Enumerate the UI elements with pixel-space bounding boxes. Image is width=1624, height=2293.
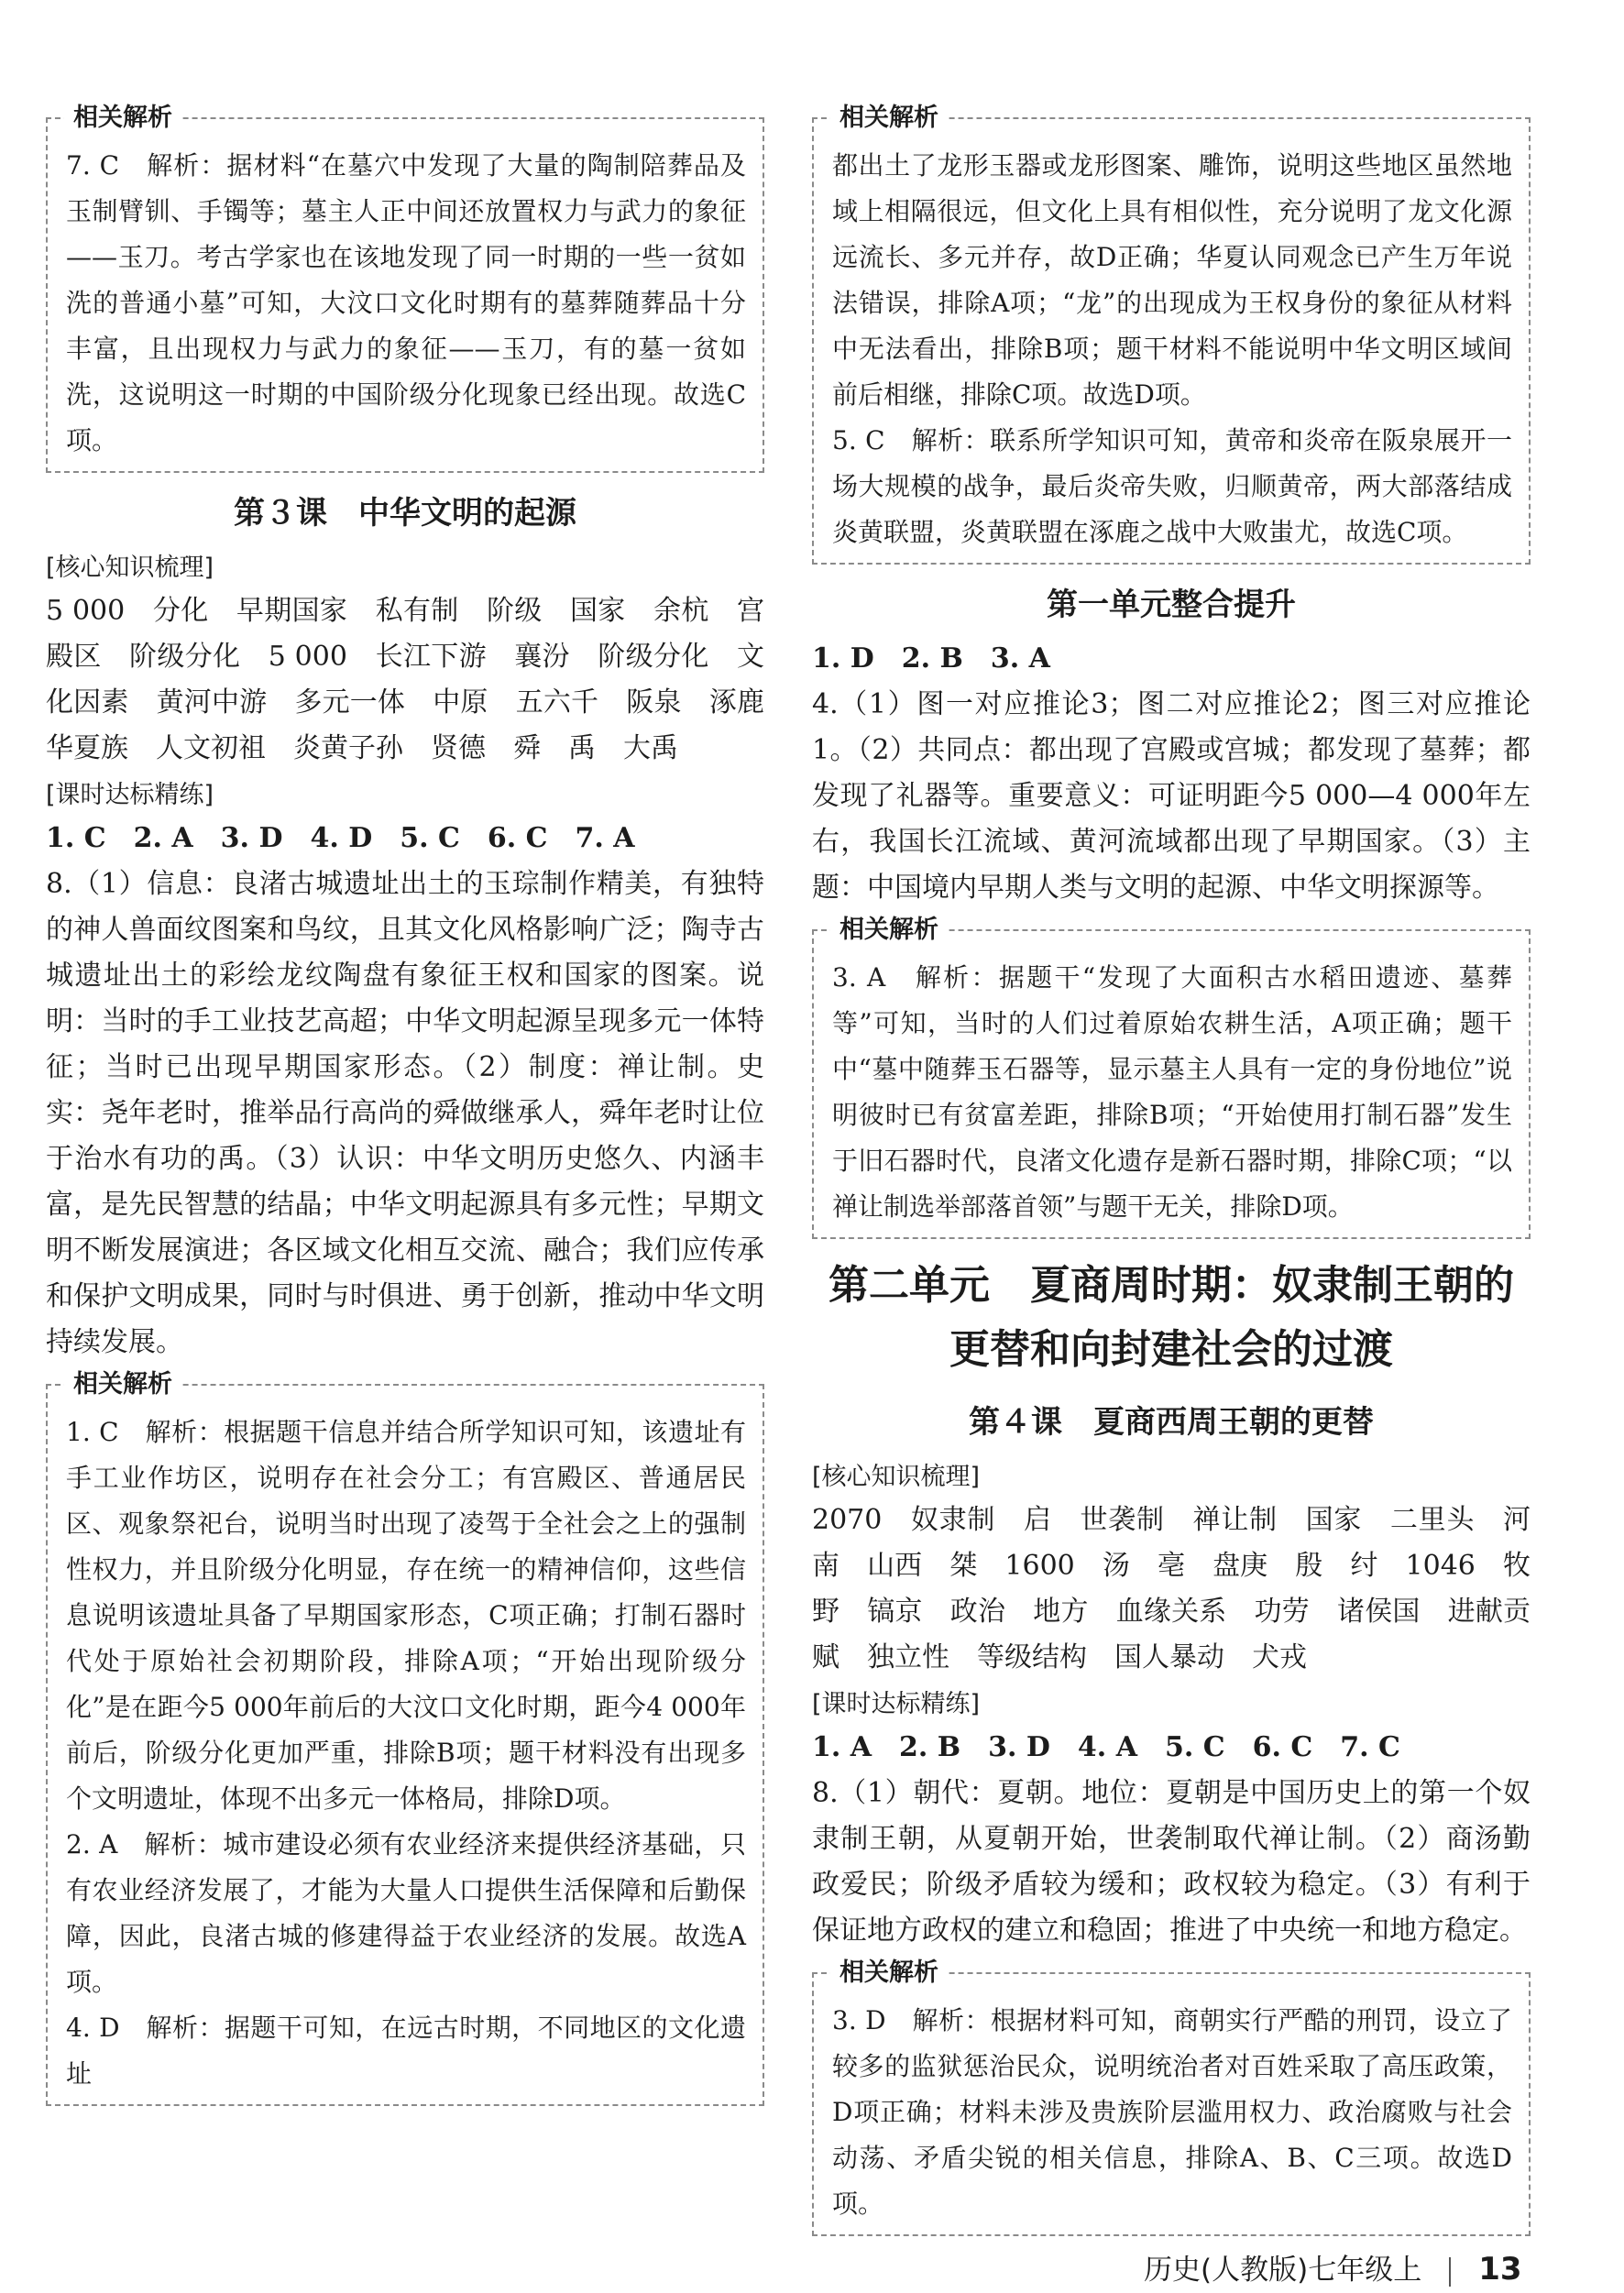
question-8-answer: 8.（1）朝代：夏朝。地位：夏朝是中国历史上的第一个奴隶制王朝，从夏朝开始，世袭制取代禅让制。（2）商汤勤政爱民；阶级矛盾较为缓和；政权较为稳定。（3）有利于保证地方政权的建立和稳固；推进了中央统一和地方稳定。 bbox=[812, 1777, 1531, 1947]
analysis-box-right-2 bbox=[812, 916, 1531, 1239]
unit-answer-list: 1. D 2. B 3. A bbox=[812, 642, 1050, 675]
unit-1-review-title: 第一单元整合提升 bbox=[1047, 587, 1296, 623]
core-knowledge-label: [核心知识梳理] bbox=[46, 554, 214, 582]
analysis-paragraph: 2. A 解析：城市建设必须有农业经济来提供经济基础，只有农业经济发展了，才能为大量人口提供生活保障和后勤保障，因此，良渚古城的修建得益于农业经济的发展。故选A项。 bbox=[66, 1829, 746, 1997]
analysis-paragraph: 3. D 解析：根据材料可知，商朝实行严酷的刑罚，设立了较多的监狱惩治民众，说明统治者对百姓采取了高压政策，D项正确；材料未涉及贵族阶层滥用权力、政治腐败与社会动荡、矛盾尖锐的相关信息，排除A、B、C三项。故选D项。 bbox=[832, 2005, 1512, 2219]
analysis-box-left-2 bbox=[46, 1370, 764, 2106]
unit-2-title-line-2: 更替和向封建社会的过渡 bbox=[949, 1326, 1393, 1373]
analysis-paragraph: 5. C 解析：联系所学知识可知，黄帝和炎帝在阪泉展开一场大规模的战争，最后炎帝失败，归顺黄帝，两大部落结成炎黄联盟，炎黄联盟在涿鹿之战中大败蚩尤，故选C项。 bbox=[832, 425, 1512, 547]
analysis-box-right-1 bbox=[812, 104, 1531, 565]
question-8-answer: 8.（1）信息：良渚古城遗址出土的玉琮制作精美，有独特的神人兽面纹图案和鸟纹，且其文化风格影响广泛；陶寺古城遗址出土的彩绘龙纹陶盘有象征王权和国家的图案。说明：当时的手工业技艺高超；中华文明起源呈现多元一体特征；当时已出现早期国家形态。（2）制度：禅让制。史实：尧年老时，推举品行高尚的舜做继承人，舜年老时让位于治水有功的禹。（3）认识：中华文明历史悠久、内涵丰富，是先民智慧的结晶；中华文明起源具有多元性；早期文明不断发展演进；各区域文化相互交流、融合；我们应传承和保护文明成果，同时与时俱进、勇于创新，推动中华文明持续发展。 bbox=[46, 868, 764, 1358]
analysis-box-left-1 bbox=[46, 104, 764, 473]
core-knowledge-label: [核心知识梳理] bbox=[812, 1463, 981, 1491]
page-number: 13 bbox=[1478, 2251, 1522, 2288]
subject-label: 历史(人教版)七年级上 bbox=[1144, 2254, 1422, 2287]
core-knowledge-text: 2070 奴隶制 启 世袭制 禅让制 国家 二里头 河南 山西 桀 1600 汤 亳 盘庚 殷 纣 1046 牧野 镐京 政治 地方 血缘关系 功劳 诸侯国 进献贡赋 独立性 等级结构 国人暴动 犬戎 bbox=[812, 1504, 1531, 1673]
analysis-paragraph: 4. D 解析：据题干可知，在远古时期，不同地区的文化遗址 bbox=[66, 2013, 746, 2089]
box-label: 相关解析 bbox=[830, 1958, 948, 1989]
answer-list: 1. C 2. A 3. D 4. D 5. C 6. C 7. A bbox=[46, 822, 635, 854]
analysis-box-right-3 bbox=[812, 1958, 1531, 2236]
practice-label: [课时达标精练] bbox=[46, 781, 214, 809]
answer-list: 1. A 2. B 3. D 4. A 5. C 6. C 7. C bbox=[812, 1731, 1400, 1763]
unit-2-title bbox=[812, 1254, 1531, 1382]
right-column bbox=[812, 99, 1531, 2245]
practice-label: [课时达标精练] bbox=[812, 1690, 981, 1718]
analysis-paragraph: 都出土了龙形玉器或龙形图案、雕饰，说明这些地区虽然地域上相隔很远，但文化上具有相似性，充分说明了龙文化源远流长、多元并存，故D正确；华夏认同观念已产生万年说法错误，排除A项；“龙”的出现成为王权身份的象征从材料中无法看出，排除B项；题干材料不能说明中华文明区域间前后相继，排除C项。故选D项。 bbox=[832, 150, 1512, 410]
lesson-3-title: 第３课 中华文明的起源 bbox=[234, 495, 576, 532]
box-label: 相关解析 bbox=[64, 103, 181, 134]
unit-question-4-answer: 4.（1）图一对应推论3；图二对应推论2；图三对应推论1。（2）共同点：都出现了宫殿或宫城；都发现了墓葬；都发现了礼器等。重要意义：可证明距今5 000—4 000年左右，我国长江流域、黄河流域都出现了早期国家。（3）主题：中国境内早期人类与文明的起源、中华文明探源等。 bbox=[812, 688, 1531, 904]
analysis-paragraph: 7. C 解析：据材料“在墓穴中发现了大量的陶制陪葬品及玉制臂钏、手镯等；墓主人正中间还放置权力与武力的象征——玉刀。考古学家也在该地发现了同一时期的一些一贫如洗的普通小墓”可知，大汶口文化时期有的墓葬随葬品十分丰富，且出现权力与武力的象征——玉刀，有的墓一贫如洗，这说明这一时期的中国阶级分化现象已经出现。故选C项。 bbox=[66, 150, 746, 455]
core-knowledge-text: 5 000 分化 早期国家 私有制 阶级 国家 余杭 宫殿区 阶级分化 5 000 长江下游 襄汾 阶级分化 文化因素 黄河中游 多元一体 中原 五六千 阪泉 涿鹿 华夏族 人文初祖 炎黄子孙 贤德 舜 禹 大禹 bbox=[46, 595, 792, 764]
analysis-paragraph: 1. C 解析：根据题干信息并结合所学知识可知，该遗址有手工业作坊区，说明存在社会分工；有宫殿区、普通居民区、观象祭祀台，说明当时出现了凌驾于全社会之上的强制性权力，并且阶级分化明显，存在统一的精神信仰，这些信息说明该遗址具备了早期国家形态，C项正确；打制石器时代处于原始社会初期阶段，排除A项；“开始出现阶级分化”是在距今5 000年前后的大汶口文化时期，距今4 000年前后，阶级分化更加严重，排除B项；题干材料没有出现多个文明遗址，体现不出多元一体格局，排除D项。 bbox=[66, 1417, 746, 1814]
page-footer bbox=[1144, 2251, 1522, 2288]
unit-2-title-line-1: 第二单元 夏商周时期：奴隶制王朝的 bbox=[828, 1262, 1514, 1309]
analysis-paragraph: 3. A 解析：据题干“发现了大面积古水稻田遗迹、墓葬等”可知，当时的人们过着原始农耕生活，A项正确；题干中“墓中随葬玉石器等，显示墓主人具有一定的身份地位”说明彼时已有贫富差距，排除B项；“开始使用打制石器”发生于旧石器时代，良渚文化遗存是新石器时期，排除C项；“以禅让制选举部落首领”与题干无关，排除D项。 bbox=[832, 962, 1512, 1222]
footer-divider bbox=[1449, 2257, 1451, 2287]
box-label: 相关解析 bbox=[830, 915, 948, 946]
left-column bbox=[46, 99, 792, 2115]
box-label: 相关解析 bbox=[830, 103, 948, 134]
lesson-4-title: 第４课 夏商西周王朝的更替 bbox=[969, 1404, 1374, 1441]
box-label: 相关解析 bbox=[64, 1369, 181, 1400]
